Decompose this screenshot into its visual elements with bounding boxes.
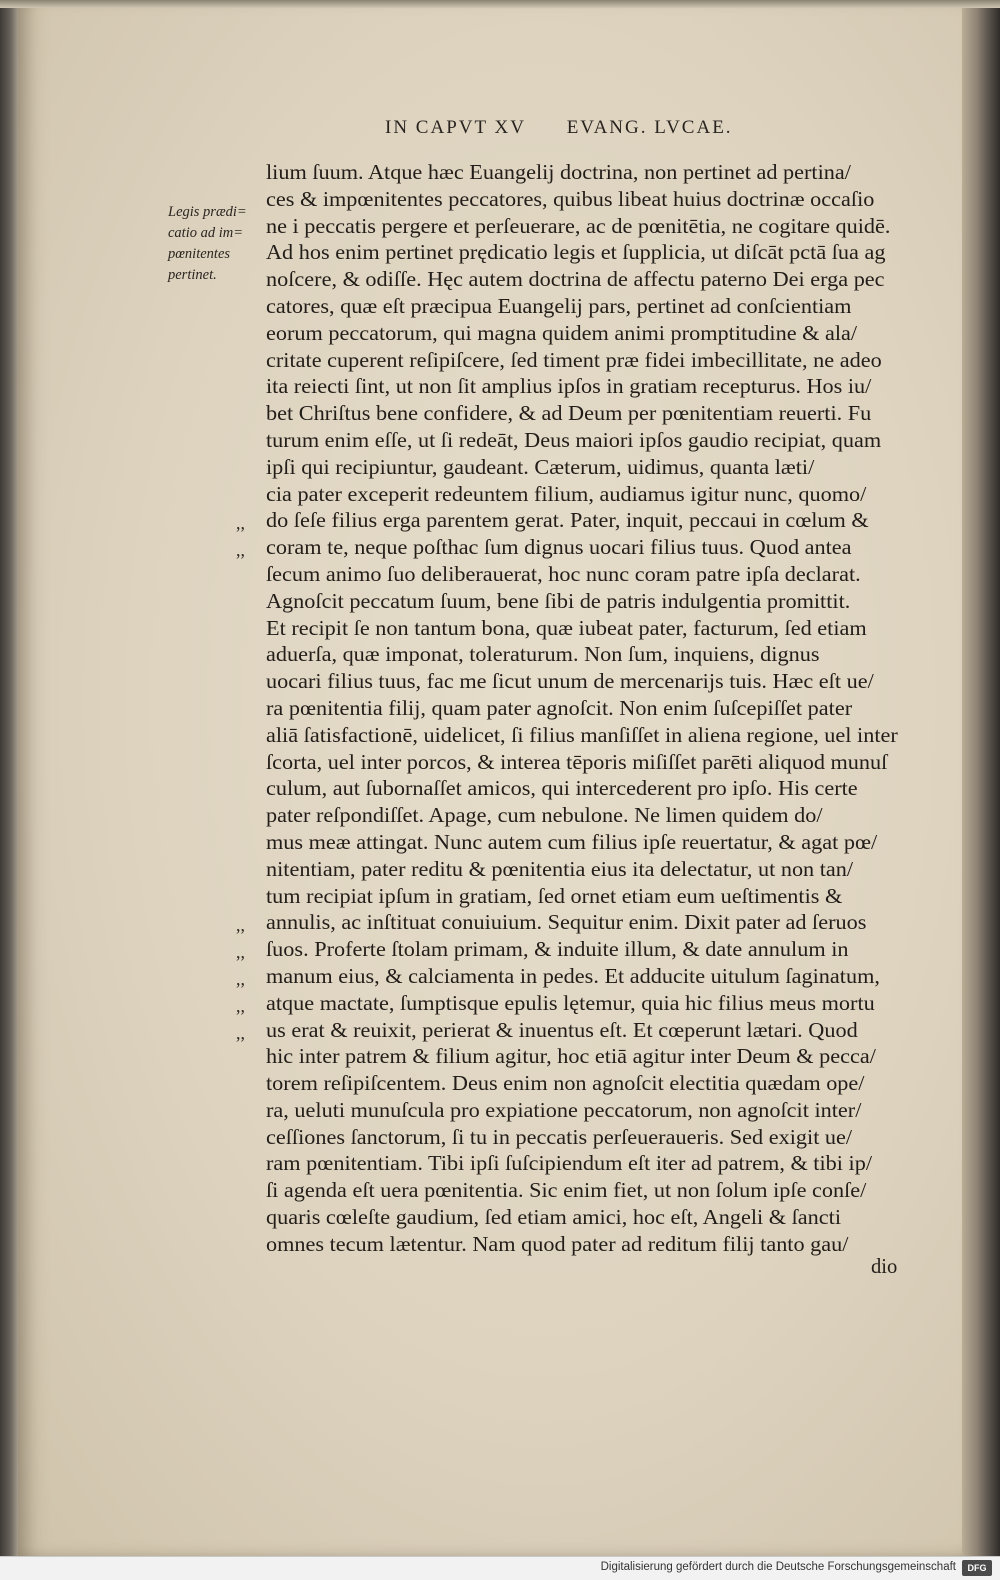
text-line-content: ces & impœnitentes peccatores, quibus libeat huius doctrinæ occaſio	[266, 188, 875, 211]
text-line-content: mus meæ attingat. Nunc autem cum filius ipſe reuertatur, & agat pœ/	[266, 831, 878, 854]
text-line	[266, 294, 916, 321]
text-line	[266, 803, 916, 830]
text-line	[266, 1151, 916, 1178]
text-line-content: noſcere, & odiſſe. Hęc autem doctrina de affectu paterno Dei erga pec	[266, 269, 885, 292]
text-line	[266, 482, 916, 509]
text-line	[266, 669, 916, 696]
text-line-content: critate cuperent reſipiſcere, ſed timent præ fidei imbecillitate, ne adeo	[266, 349, 882, 372]
book-top-edge	[0, 0, 1000, 8]
text-line-content: Ad hos enim pertinet prędicatio legis et ſupplicia, ut diſcāt pctā ſua ag	[266, 242, 886, 265]
text-line	[266, 1178, 916, 1205]
text-line-content: ra pœnitentia filij, quam pater agnoſcit. Non enim ſuſcepiſſet pater	[266, 697, 853, 720]
text-line-content: us erat & reuixit, perierat & inuentus eſt. Et cœperunt lætari. Quod	[266, 1019, 858, 1042]
book-gutter-edge	[0, 0, 18, 1560]
text-line	[266, 642, 916, 669]
digitization-footer	[0, 1556, 1000, 1580]
text-line	[236, 937, 916, 964]
text-line	[266, 1205, 916, 1232]
text-line-content: atque mactate, ſumptisque epulis lętemur, quia hic filius meus mortu	[266, 992, 875, 1015]
text-line	[236, 910, 916, 937]
text-line	[266, 187, 916, 214]
text-line-content: nitentiam, pater reditu & pœnitentia eius ita delectatur, ut non tan/	[266, 858, 854, 881]
text-line	[266, 616, 916, 643]
text-line-content: manum eius, & calciamenta in pedes. Et adducite uitulum ſaginatum,	[266, 965, 880, 988]
text-line-content: ſi agenda eſt uera pœnitentia. Sic enim fiet, ut non ſolum ipſe conſe/	[266, 1180, 867, 1203]
text-line	[236, 535, 916, 562]
text-line-content: quaris cœleſte gaudium, ſed etiam amici, hoc eſt, Angeli & ſancti	[266, 1207, 842, 1230]
text-line-content: tum recipiat ipſum in gratiam, ſed ornet etiam eum ueſtimentis &	[266, 885, 843, 908]
margin-note-line: pœnitentes	[168, 246, 231, 262]
text-line-content: coram te, neque poſthac ſum dignus uocari filius tuus. Quod antea	[266, 537, 852, 560]
text-line	[266, 1098, 916, 1125]
text-line	[266, 348, 916, 375]
text-line-content: uocari filius tuus, fac me ſicut unum de mercenarijs tuis. Hæc eſt ue/	[266, 671, 874, 694]
text-line	[266, 428, 916, 455]
text-line	[266, 589, 916, 616]
text-line-content: ita reiecti ſint, ut non ſit amplius ipſos in gratiam recepturus. Hos iu/	[266, 376, 872, 399]
margin-note-line: pertinet.	[168, 267, 217, 283]
text-line-content: ipſi qui recipiuntur, gaudeant. Cæterum, uidimus, quanta læti/	[266, 456, 815, 479]
text-line-content: turum enim eſſe, ut ſi redeāt, Deus maiori ipſos gaudio recipiat, quam	[266, 429, 882, 452]
text-line-content: ſcorta, uel inter porcos, & interea tēporis miſiſſet parēti aliquod munuſ	[266, 751, 888, 774]
text-line	[266, 830, 916, 857]
text-line-content: hic inter patrem & filium agitur, hoc etiā agitur inter Deum & pecca/	[266, 1046, 876, 1069]
quotation-marker: ,,	[236, 942, 245, 963]
text-line-content: cia pater exceperit redeuntem filium, audiamus igitur nunc, quomo/	[266, 483, 867, 506]
footer-credit-text: Digitalisierung gefördert durch die Deutsche Forschungsgemeinschaft	[600, 1561, 956, 1573]
text-line-content: ne i peccatis pergere et perſeuerare, ac de pœnitētia, ne cogitare quidē.	[266, 215, 891, 238]
text-line-content: torem reſipiſcentem. Deus enim non agnoſcit electitia quædam ope/	[266, 1073, 865, 1096]
text-line	[266, 374, 916, 401]
margin-note-line: catio ad im=	[168, 225, 244, 241]
text-line-content: ſecum animo ſuo deliberauerat, hoc nunc coram patre ipſa declarat.	[266, 563, 861, 586]
text-line-content: annulis, ac inſtituat conuiuium. Sequitur enim. Dixit pater ad ſeruos	[266, 912, 867, 935]
book-fore-edge	[962, 0, 1000, 1560]
text-line	[266, 562, 916, 589]
text-line	[236, 991, 916, 1018]
text-line	[236, 1018, 916, 1045]
text-line-content: Et recipit ſe non tantum bona, quæ iubeat pater, facturum, ſed etiam	[266, 617, 867, 640]
text-line-content: culum, aut ſubornaſſet amicos, qui intercederent pro ipſo. His certe	[266, 778, 858, 801]
text-line	[266, 884, 916, 911]
text-line	[236, 964, 916, 991]
text-line	[266, 723, 916, 750]
text-line-content: ſuos. Proferte ſtolam primam, & induite illum, & date annulum in	[266, 939, 849, 962]
running-head	[385, 117, 733, 139]
text-line-content: do ſeſe filius erga parentem gerat. Pater, inquit, peccaui in cœlum &	[266, 510, 869, 533]
text-line	[266, 776, 916, 803]
quotation-marker: ,,	[236, 995, 245, 1016]
margin-note	[168, 202, 264, 286]
text-line-content: ram pœnitentiam. Tibi ipſi ſuſcipiendum eſt iter ad patrem, & tibi ip/	[266, 1153, 872, 1176]
quotation-marker: ,,	[236, 540, 245, 561]
text-line-content: pater reſpondiſſet. Apage, cum nebulone. Ne limen quidem do/	[266, 805, 823, 828]
text-line	[266, 1071, 916, 1098]
text-line	[266, 455, 916, 482]
text-line	[236, 508, 916, 535]
body-text	[236, 160, 916, 1259]
running-head-right: EVANG. LVCAE.	[566, 117, 733, 138]
running-head-left: IN CAPVT XV	[385, 117, 526, 138]
text-line	[266, 321, 916, 348]
text-line-content: aliā ſatisfactionē, uidelicet, ſi filius manſiſſet in aliena regione, uel inter	[266, 724, 898, 747]
text-line	[266, 267, 916, 294]
text-line-content: lium ſuum. Atque hæc Euangelij doctrina, non pertinet ad pertina/	[266, 162, 851, 184]
text-line-content: omnes tecum lætentur. Nam quod pater ad reditum filij tanto gau/	[266, 1233, 849, 1256]
text-line-content: bet Chriſtus bene confidere, & ad Deum per pœnitentiam reuerti. Fu	[266, 403, 872, 426]
text-line	[266, 750, 916, 777]
text-line	[266, 1232, 916, 1259]
quotation-marker: ,,	[236, 968, 245, 989]
text-line-content: ceſſiones ſanctorum, ſi tu in peccatis perſeueraueris. Sed exigit ue/	[266, 1126, 853, 1149]
text-line-content: Agnoſcit peccatum ſuum, bene ſibi de patris indulgentia promittit.	[266, 590, 851, 613]
text-line-content: catores, quæ eſt præcipua Euangelij pars, pertinet ad conſcientiam	[266, 295, 852, 318]
text-line	[266, 160, 916, 187]
text-line	[266, 401, 916, 428]
dfg-logo-icon: DFG	[962, 1560, 992, 1576]
text-line	[266, 214, 916, 241]
text-line	[266, 1125, 916, 1152]
quotation-marker: ,,	[236, 915, 245, 936]
text-line	[266, 1044, 916, 1071]
quotation-marker: ,,	[236, 1022, 245, 1043]
catchword: dio	[871, 1256, 898, 1278]
text-line-content: aduerſa, quæ imponat, toleraturum. Non ſum, inquiens, dignus	[266, 644, 820, 667]
text-line-content: eorum peccatorum, qui magna quidem animi promptitudine & ala/	[266, 322, 858, 345]
margin-note-line: Legis prædi=	[168, 204, 247, 220]
quotation-marker: ,,	[236, 513, 245, 534]
text-line	[266, 696, 916, 723]
text-line-content: ra, ueluti munuſcula pro expiatione peccatorum, non agnoſcit inter/	[266, 1099, 862, 1122]
text-line	[266, 857, 916, 884]
text-line	[266, 240, 916, 267]
